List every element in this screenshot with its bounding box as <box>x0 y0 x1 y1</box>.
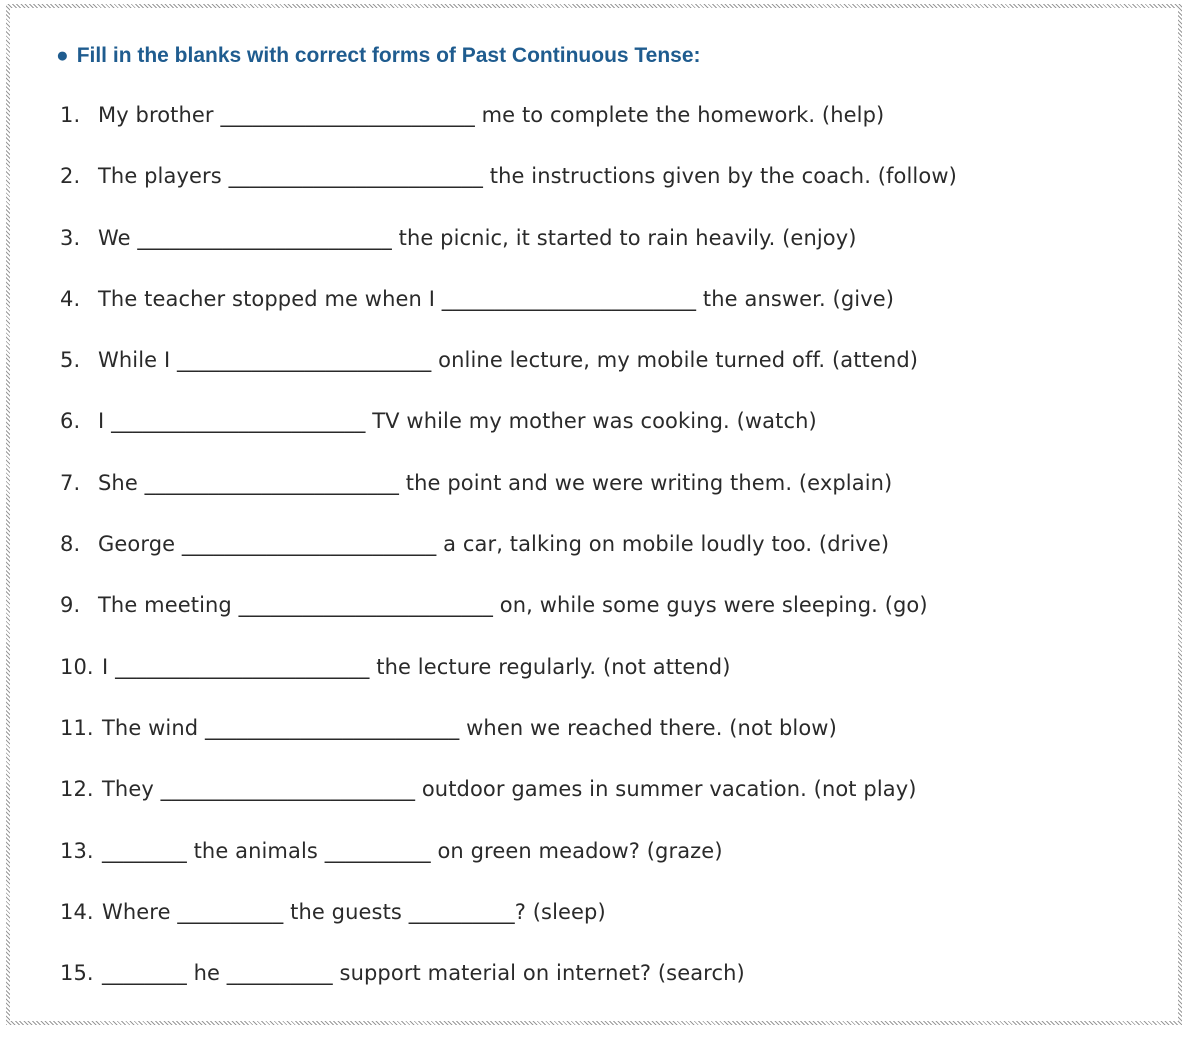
question-text: I ________________________ the lecture regularly. (not attend) <box>102 654 731 679</box>
question-text: The meeting ________________________ on, while some guys were sleeping. (go) <box>98 593 928 618</box>
question-item <box>60 839 957 900</box>
question-item <box>60 409 957 470</box>
question-item <box>60 777 957 838</box>
question-item <box>60 593 957 654</box>
question-number: 8. <box>60 532 81 557</box>
question-number: 2. <box>60 164 81 189</box>
question-number: 15. <box>60 961 94 986</box>
question-number: 11. <box>60 715 94 740</box>
worksheet-heading <box>56 44 701 68</box>
question-text: She ________________________ the point and we were writing them. (explain) <box>98 470 893 495</box>
question-item <box>60 471 957 532</box>
question-number: 9. <box>60 593 81 618</box>
question-item <box>60 900 957 961</box>
question-number: 7. <box>60 470 81 495</box>
question-item <box>60 287 957 348</box>
question-item <box>60 226 957 287</box>
question-item <box>60 655 957 716</box>
question-text: We ________________________ the picnic, it started to rain heavily. (enjoy) <box>98 225 857 250</box>
question-number: 5. <box>60 348 81 373</box>
question-number: 1. <box>60 103 81 127</box>
question-number: 10. <box>60 654 94 679</box>
question-number: 4. <box>60 286 81 311</box>
bullet-icon: ● <box>56 44 69 67</box>
question-text: Where __________ the guests __________? (sleep) <box>102 899 606 924</box>
question-text: The players ________________________ the instructions given by the coach. (follow) <box>98 164 957 189</box>
question-item <box>60 103 957 164</box>
question-text: ________ he __________ support material on internet? (search) <box>102 961 745 986</box>
question-number: 14. <box>60 899 94 924</box>
question-number: 13. <box>60 838 94 863</box>
question-list <box>60 103 957 1022</box>
question-item <box>60 961 957 1022</box>
question-text: The teacher stopped me when I ________________________ the answer. (give) <box>98 286 895 311</box>
heading-text: Fill in the blanks with correct forms of Past Continuous Tense: <box>76 44 701 67</box>
question-number: 6. <box>60 409 81 434</box>
question-item <box>60 348 957 409</box>
question-number: 3. <box>60 225 81 250</box>
question-text: I ________________________ TV while my mother was cooking. (watch) <box>98 409 817 434</box>
question-number: 12. <box>60 777 94 802</box>
question-text: ________ the animals __________ on green meadow? (graze) <box>102 838 723 863</box>
question-text: They ________________________ outdoor games in summer vacation. (not play) <box>102 777 917 802</box>
question-text: George ________________________ a car, talking on mobile loudly too. (drive) <box>98 532 890 557</box>
question-item <box>60 716 957 777</box>
question-text: The wind ________________________ when we reached there. (not blow) <box>102 715 837 740</box>
question-text: My brother ________________________ me to complete the homework. (help) <box>98 103 885 127</box>
question-item <box>60 532 957 593</box>
question-item <box>60 164 957 225</box>
question-text: While I ________________________ online lecture, my mobile turned off. (attend) <box>98 348 919 373</box>
